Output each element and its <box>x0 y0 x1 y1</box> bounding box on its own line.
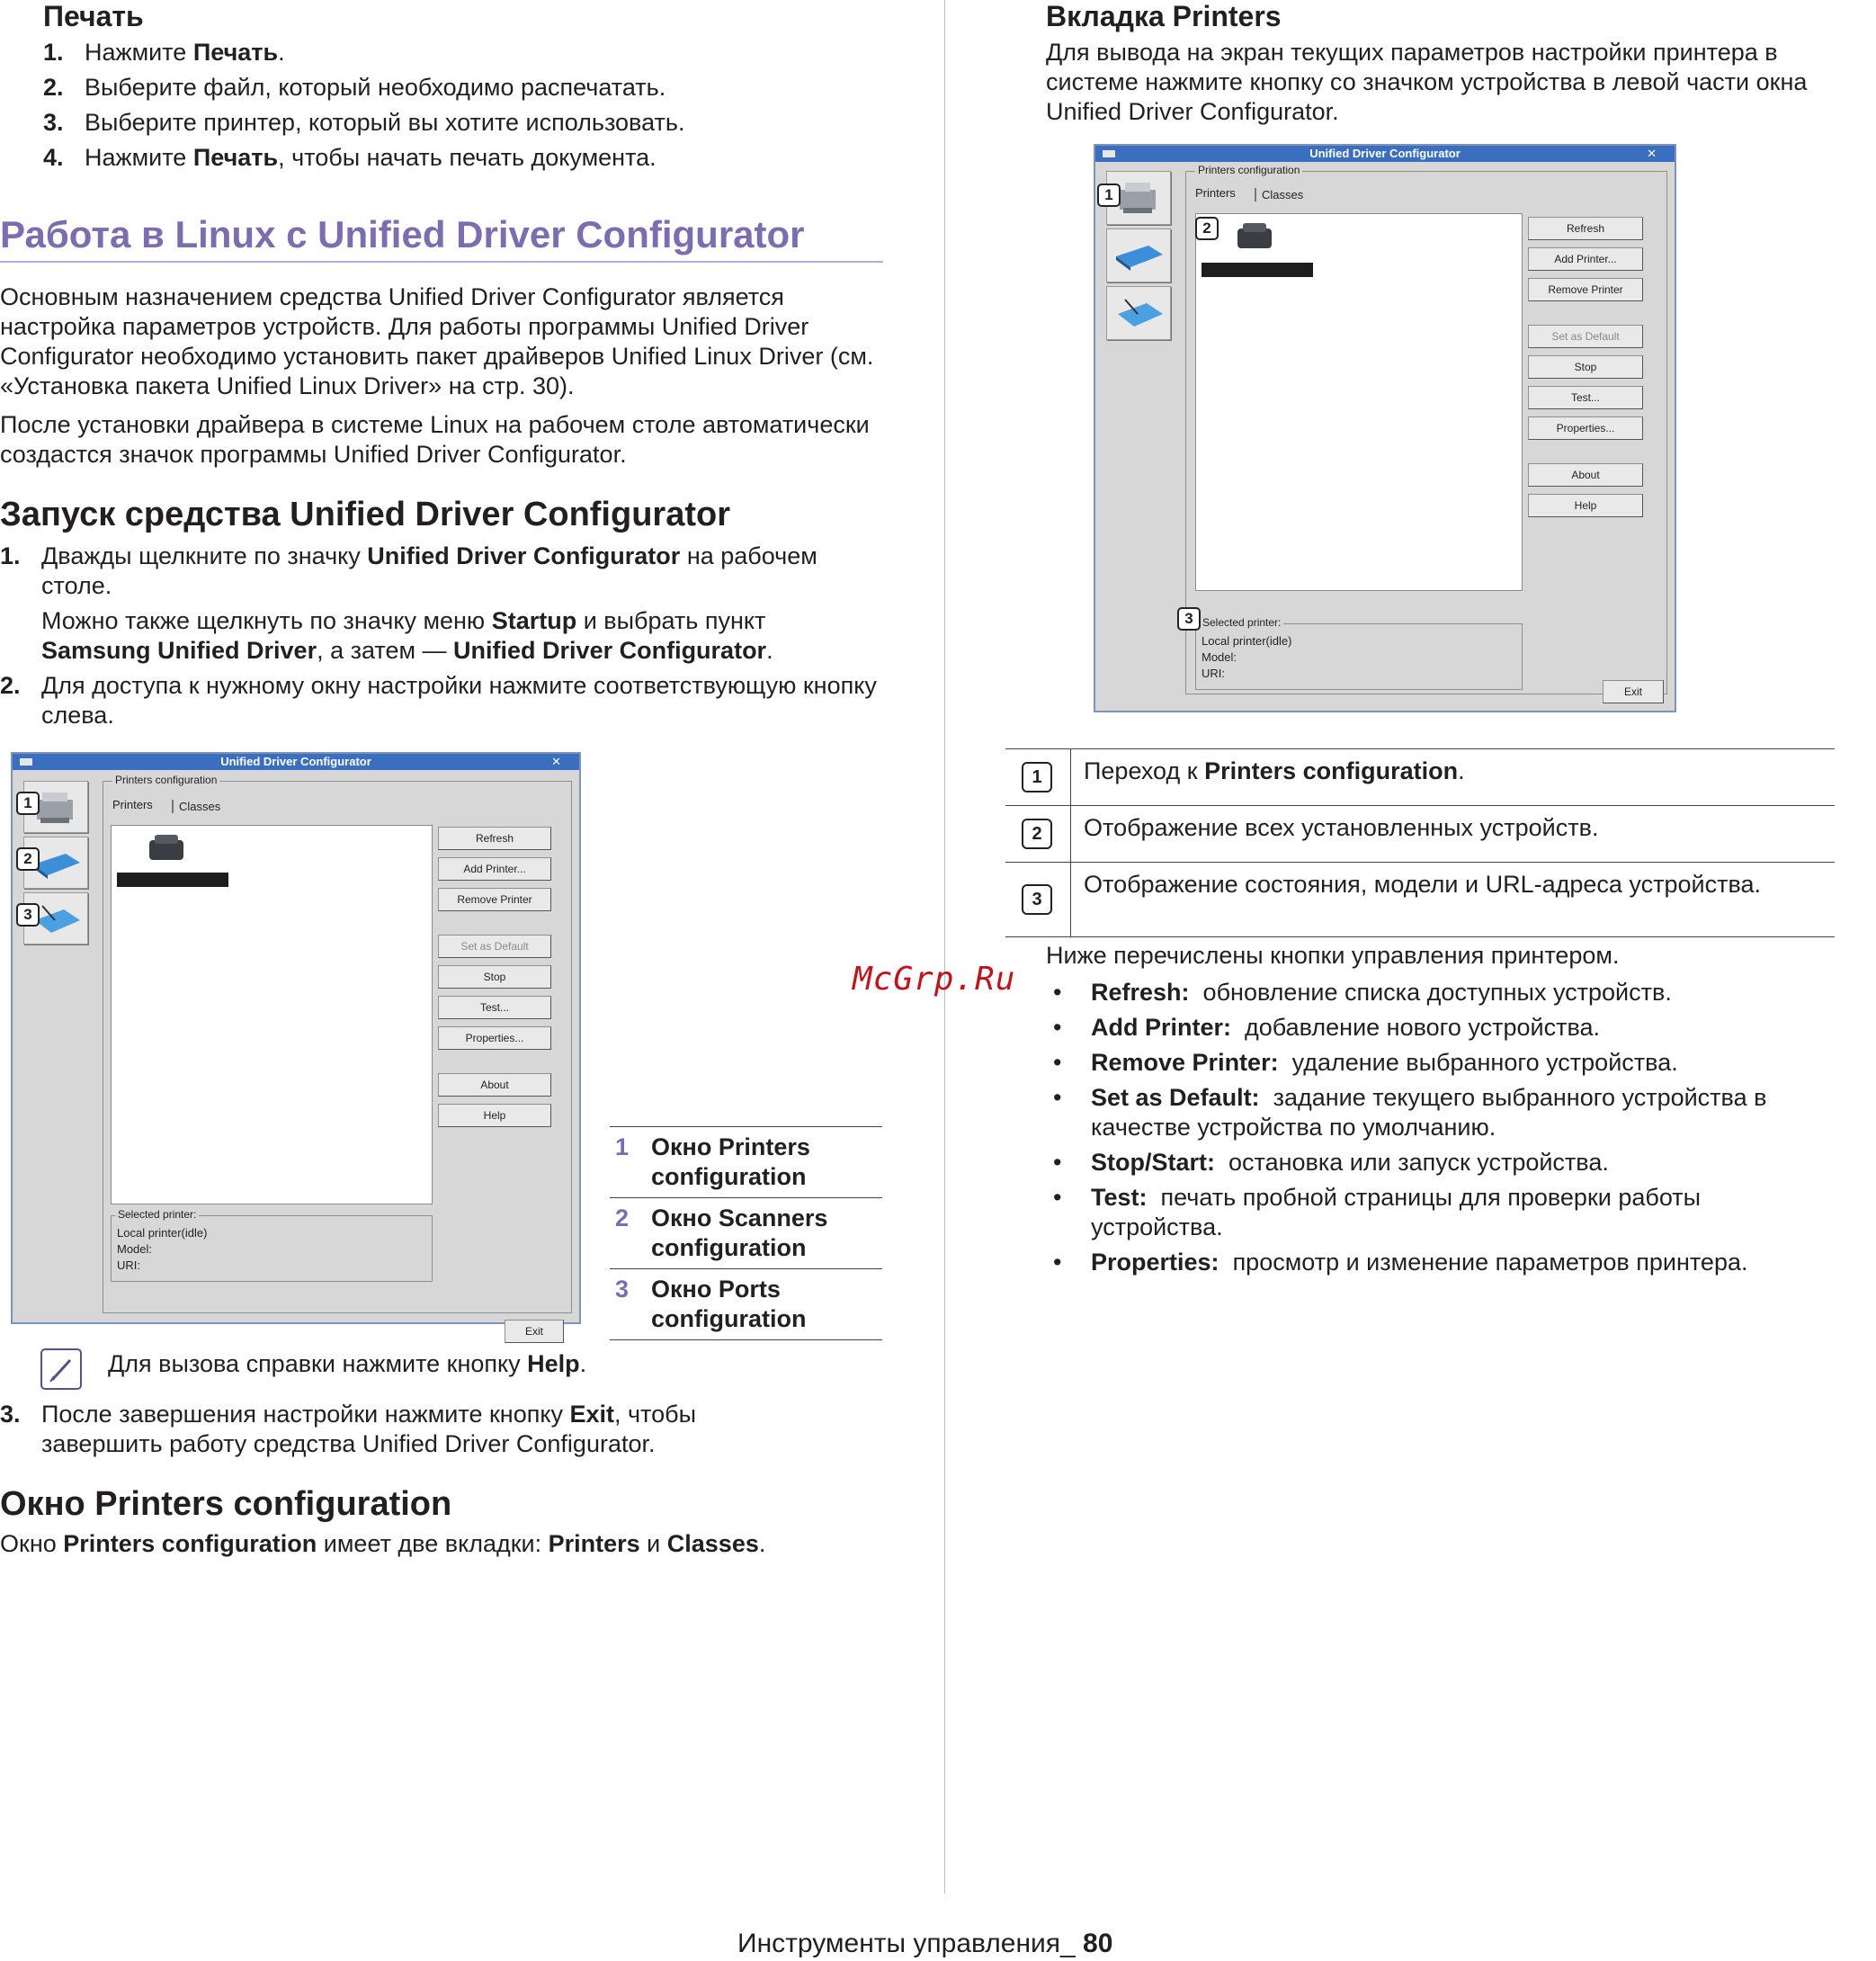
badge-3: 3 <box>16 903 40 927</box>
list-item: • Stop/Start: остановка или запуск устройства. <box>1053 1149 1609 1176</box>
print-steps <box>43 38 853 173</box>
callout-table <box>1005 748 1835 937</box>
window-close-icon[interactable]: ✕ <box>1647 147 1657 160</box>
selected-printer-frame: Selected printer: Local printer(idle) Model: URI: <box>111 1215 433 1282</box>
legend-row: 2 Окно Scanners configuration <box>610 1198 882 1269</box>
launch-step-1: 1. Дважды щелкните по значку Unified Driver Configurator на рабочем столе. <box>0 542 817 599</box>
badge-1: 1 <box>1097 184 1121 207</box>
tab-classes[interactable]: Classes <box>1255 188 1303 201</box>
scanners-config-button[interactable] <box>1106 228 1171 282</box>
stop-button[interactable]: Stop <box>1528 355 1643 379</box>
launch-step-2: 2. Для доступа к нужному окну настройки нажмите соответствующую кнопку слева. <box>0 672 877 729</box>
list-item: • Refresh: обновление списка доступных устройств. <box>1053 979 1672 1006</box>
linux-para-1: Основным назначением средства Unified Driver Configurator является настройка параметров устройств. Для работы программы Unified Driver Configurator необходимо установить пакет драйверов Unified Linux Driver (см. «Установка пакета Unified Linux Driver» на стр. 30). <box>0 283 874 399</box>
tab-printers[interactable]: Printers <box>1195 186 1236 200</box>
callout-row: 1 Переход к Printers configuration. <box>1005 749 1835 806</box>
printer-name-label[interactable] <box>1202 263 1313 277</box>
column-divider <box>944 0 945 1894</box>
note-icon <box>40 1348 85 1397</box>
badge-2: 2 <box>1195 217 1219 240</box>
help-button[interactable]: Help <box>438 1104 551 1127</box>
window-close-icon[interactable]: ✕ <box>551 755 561 768</box>
ports-config-button[interactable] <box>1106 286 1171 340</box>
print-step-4: 4. Нажмите Печать, чтобы начать печать документа. <box>43 144 657 171</box>
printers-config-para: Окно Printers configuration имеет две вкладки: Printers и Classes. <box>0 1530 766 1557</box>
scanner-icon <box>1107 229 1170 282</box>
legend-table <box>610 1126 882 1340</box>
selected-model: Model: <box>1202 650 1237 664</box>
list-item: • Set as Default: задание текущего выбранного устройства в качестве устройства по умолчанию. <box>1053 1084 1767 1141</box>
badge-3: 3 <box>1177 607 1201 631</box>
printer-list[interactable] <box>111 825 433 1204</box>
legend-row: 1 Окно Printers configuration <box>610 1127 882 1198</box>
about-button[interactable]: About <box>1528 463 1643 487</box>
set-default-button[interactable]: Set as Default <box>1528 325 1643 348</box>
stop-button[interactable]: Stop <box>438 965 551 989</box>
callout-number: 3 <box>1022 884 1052 915</box>
add-printer-button[interactable]: Add Printer... <box>438 857 551 881</box>
printers-tab-heading: Вкладка Printers <box>1046 0 1282 32</box>
window-menu-icon[interactable] <box>20 758 32 766</box>
printer-list[interactable] <box>1195 213 1523 591</box>
port-icon <box>1107 287 1170 339</box>
exit-button[interactable]: Exit <box>505 1320 564 1343</box>
selected-model: Model: <box>117 1242 153 1256</box>
list-item: • Properties: просмотр и изменение параметров принтера. <box>1053 1249 1748 1276</box>
tab-classes[interactable]: Classes <box>172 800 220 813</box>
selected-status: Local printer(idle) <box>117 1226 208 1240</box>
printers-config-heading: Окно Printers configuration <box>0 1485 452 1523</box>
printers-config-frame: Printers configuration Printers Classes Refresh Add Printer... Remove Printer Set as Default Stop Test... Properties... About Help Selected printer: Local printer(idle) Model: URI: Exit <box>103 781 572 1313</box>
remove-printer-button[interactable]: Remove Printer <box>1528 278 1643 301</box>
test-button[interactable]: Test... <box>1528 386 1643 409</box>
remove-printer-button[interactable]: Remove Printer <box>438 888 551 911</box>
page-footer: Инструменты управления_ 80 <box>737 1929 1113 1958</box>
badge-2: 2 <box>16 847 40 871</box>
properties-button[interactable]: Properties... <box>1528 416 1643 440</box>
udc-window-right <box>1094 144 1676 712</box>
window-menu-icon[interactable] <box>1103 150 1115 157</box>
badge-1: 1 <box>16 792 40 815</box>
launch-heading: Запуск средства Unified Driver Configurator <box>0 496 730 533</box>
list-item: • Test: печать пробной страницы для проверки работы устройства. <box>1053 1184 1702 1240</box>
legend-row: 3 Окно Ports configuration <box>610 1269 882 1340</box>
about-button[interactable]: About <box>438 1073 551 1097</box>
selected-uri: URI: <box>117 1258 140 1272</box>
window-titlebar: Unified Driver Configurator ✕ <box>1095 146 1675 162</box>
set-default-button[interactable]: Set as Default <box>438 935 551 958</box>
callout-number: 1 <box>1022 762 1052 792</box>
button-list <box>1046 941 1837 1283</box>
help-button[interactable]: Help <box>1528 494 1643 517</box>
callout-number: 2 <box>1022 819 1052 849</box>
window-titlebar: Unified Driver Configurator ✕ <box>13 754 579 770</box>
selected-printer-frame: Selected printer: Local printer(idle) Model: URI: <box>1195 623 1523 690</box>
list-item: • Add Printer: добавление нового устройства. <box>1053 1014 1601 1041</box>
printer-name-label[interactable] <box>117 873 228 887</box>
refresh-button[interactable]: Refresh <box>1528 217 1643 240</box>
callout-row: 3 Отображение состояния, модели и URL-адреса устройства. <box>1005 863 1835 937</box>
launch-step-1-sub: Можно также щелкнуть по значку меню Startup и выбрать пункт Samsung Unified Driver, а затем — Unified Driver Configurator. <box>41 607 773 664</box>
list-item: • Remove Printer: удаление выбранного устройства. <box>1053 1049 1678 1076</box>
test-button[interactable]: Test... <box>438 996 551 1019</box>
help-note: Для вызова справки нажмите кнопку Help. <box>108 1350 587 1377</box>
selected-status: Local printer(idle) <box>1202 634 1292 648</box>
printers-config-frame: Printers configuration Printers Classes 2 Refresh Add Printer... Remove Printer Set as Default Stop Test... Properties... About Help Selected printer: Local printer(idle) Model: URI: 3 <box>1185 171 1667 694</box>
udc-window-left <box>11 752 581 1338</box>
print-step-2: 2. Выберите файл, который необходимо распечатать. <box>43 74 666 101</box>
callout-row: 2 Отображение всех установленных устройств. <box>1005 806 1835 863</box>
print-step-3: 3. Выберите принтер, который вы хотите использовать. <box>43 109 685 136</box>
print-heading: Печать <box>43 0 144 32</box>
exit-button[interactable]: Exit <box>1603 680 1664 703</box>
properties-button[interactable]: Properties... <box>438 1026 551 1050</box>
linux-heading: Работа в Linux с Unified Driver Configurator <box>0 212 883 263</box>
watermark: McGrp.Ru <box>853 961 1016 998</box>
tab-printers[interactable]: Printers <box>112 798 153 811</box>
print-step-1: 1. Нажмите Печать. <box>43 39 285 66</box>
printers-tab-intro: Для вывода на экран текущих параметров настройки принтера в системе нажмите кнопку со значком устройства в левой части окна Unified Driver Configurator. <box>1046 39 1808 125</box>
refresh-button[interactable]: Refresh <box>438 827 551 850</box>
printer-device-icon <box>1234 219 1275 255</box>
selected-uri: URI: <box>1202 667 1225 680</box>
linux-para-2: После установки драйвера в системе Linux на рабочем столе автоматически создастся значок программы Unified Driver Configurator. <box>0 411 870 468</box>
add-printer-button[interactable]: Add Printer... <box>1528 247 1643 271</box>
launch-step-3: 3. После завершения настройки нажмите кнопку Exit, чтобы завершить работу средства Unified Driver Configurator. <box>0 1401 697 1457</box>
printer-device-icon <box>146 831 187 867</box>
buttons-intro: Ниже перечислены кнопки управления принтером. <box>1046 942 1620 969</box>
page-number: 80 <box>1083 1929 1113 1958</box>
